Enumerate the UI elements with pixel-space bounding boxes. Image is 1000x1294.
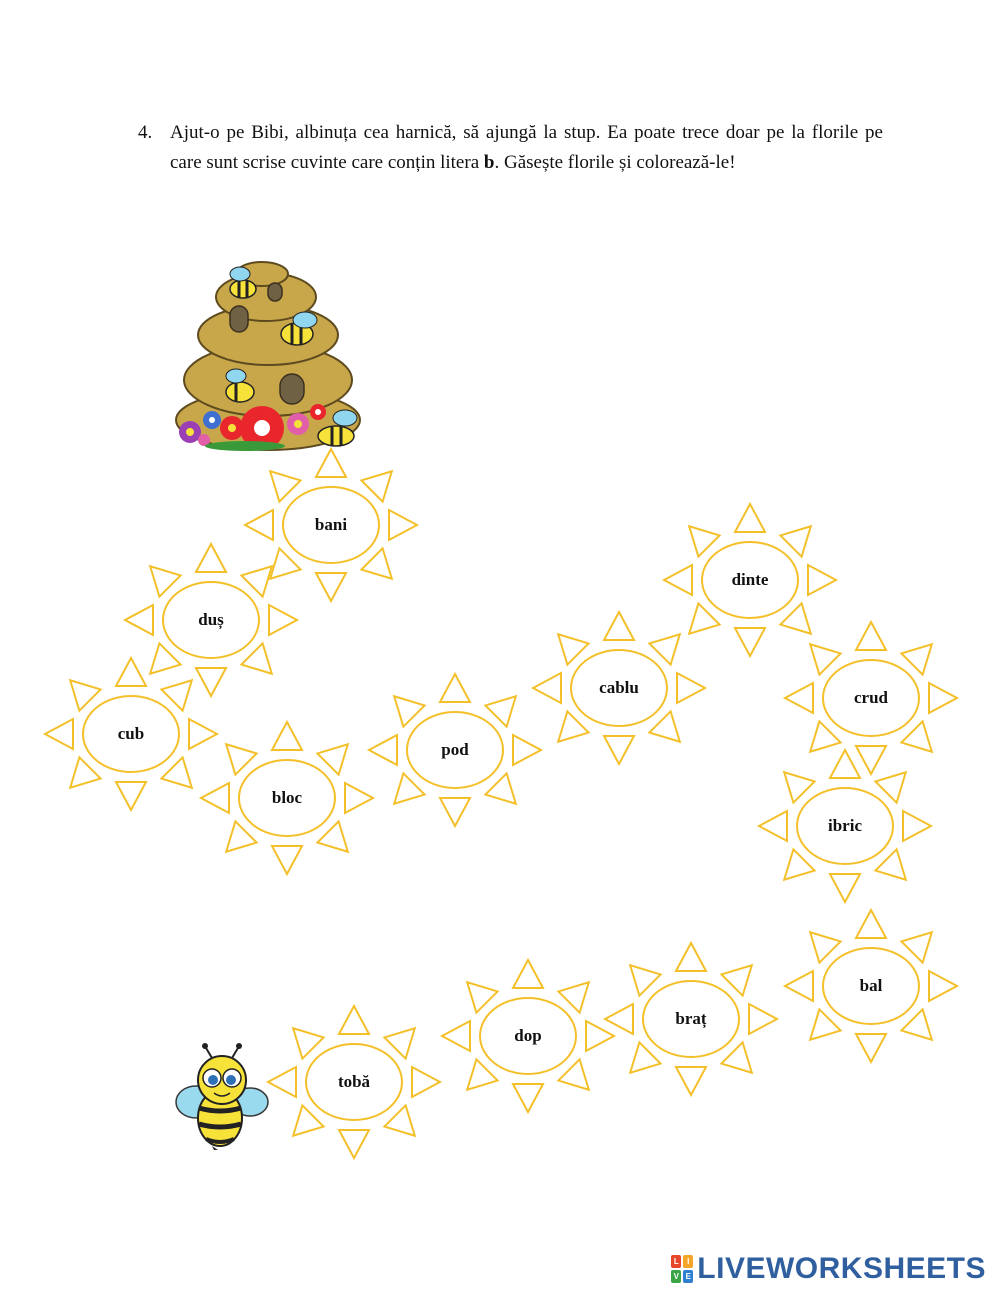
logo-mark-icon: [671, 1255, 693, 1283]
sun-ray: [735, 628, 765, 656]
sun-word: cub: [117, 724, 145, 743]
sun-flower-11[interactable]: [605, 943, 777, 1095]
sun-ray: [513, 960, 543, 988]
sun-ray: [735, 504, 765, 532]
sun-ray: [369, 735, 397, 765]
sun-ray: [586, 1021, 614, 1051]
sun-ray: [901, 644, 931, 674]
sun-ray: [759, 811, 787, 841]
sun-ray: [649, 634, 679, 664]
instruction-part-1: Ajut-o pe Bibi, albinuța cea harnică, să ajungă la stup. Ea poate trece doar pe la florile pe care sunt scrise cuvinte care conțin litera: [170, 122, 883, 173]
sun-ray: [116, 658, 146, 686]
sun-ray: [272, 722, 302, 750]
sun-word: bloc: [271, 788, 303, 807]
sun-ray: [384, 1105, 414, 1135]
sun-ray: [161, 757, 191, 787]
sun-ray: [780, 603, 810, 633]
logo-mark-l: L: [671, 1255, 681, 1268]
sun-ray: [270, 471, 300, 501]
instruction-letter: b: [483, 152, 495, 173]
sun-ray: [856, 746, 886, 774]
sun-ray: [317, 744, 347, 774]
sun-ray: [440, 674, 470, 702]
sun-ray: [749, 1004, 777, 1034]
sun-ray: [676, 1067, 706, 1095]
sun-ray: [339, 1006, 369, 1034]
sun-ray: [784, 772, 814, 802]
sun-ray: [201, 783, 229, 813]
sun-ray: [721, 965, 751, 995]
sun-word: bal: [859, 976, 883, 995]
sun-ray: [241, 566, 271, 596]
bee-character-image: [176, 1043, 268, 1150]
sun-ray: [245, 510, 273, 540]
sun-ray: [485, 773, 515, 803]
sun-ray: [361, 548, 391, 578]
sun-ray: [810, 721, 840, 751]
sun-ray: [339, 1130, 369, 1158]
exercise-number: 4.: [138, 122, 153, 143]
sun-ray: [533, 673, 561, 703]
sun-ray: [70, 680, 100, 710]
sun-ray: [689, 603, 719, 633]
sun-ray: [150, 643, 180, 673]
sun-word: bani: [314, 515, 348, 534]
sun-word: duș: [198, 610, 224, 629]
sun-ray: [196, 668, 226, 696]
sun-flower-8[interactable]: [785, 622, 957, 774]
sun-ray: [389, 510, 417, 540]
logo-mark-i: I: [683, 1255, 693, 1268]
logo-text: LIVEWORKSHEETS: [697, 1252, 986, 1285]
sun-ray: [269, 605, 297, 635]
instruction-part-2: . Găsește florile și colorează-le!: [494, 152, 736, 173]
sun-ray: [808, 565, 836, 595]
sun-flower-12[interactable]: [442, 960, 614, 1112]
sun-ray: [293, 1028, 323, 1058]
sun-word: braț: [675, 1009, 707, 1028]
sun-ray: [676, 943, 706, 971]
sun-ray: [810, 1009, 840, 1039]
beehive-image: [176, 262, 360, 451]
sun-flower-9[interactable]: [759, 750, 931, 902]
sun-ray: [664, 565, 692, 595]
sun-ray: [70, 757, 100, 787]
sun-flowers: [45, 449, 957, 1158]
sun-flower-2[interactable]: [125, 544, 297, 696]
sun-ray: [630, 1042, 660, 1072]
sun-ray: [45, 719, 73, 749]
sun-ray: [558, 711, 588, 741]
sun-ray: [929, 683, 957, 713]
sun-ray: [270, 548, 300, 578]
sun-ray: [161, 680, 191, 710]
sun-ray: [856, 622, 886, 650]
sun-ray: [513, 1084, 543, 1112]
sun-ray: [605, 1004, 633, 1034]
sun-ray: [394, 696, 424, 726]
sun-ray: [361, 471, 391, 501]
sun-ray: [485, 696, 515, 726]
sun-ray: [226, 821, 256, 851]
sun-ray: [875, 849, 905, 879]
sun-ray: [316, 573, 346, 601]
sun-ray: [929, 971, 957, 1001]
sun-flower-7[interactable]: [664, 504, 836, 656]
sun-ray: [317, 821, 347, 851]
sun-flower-13[interactable]: [268, 1006, 440, 1158]
sun-word: tobă: [337, 1072, 371, 1091]
sun-ray: [226, 744, 256, 774]
sun-ray: [875, 772, 905, 802]
sun-ray: [189, 719, 217, 749]
sun-ray: [558, 634, 588, 664]
sun-ray: [384, 1028, 414, 1058]
sun-ray: [125, 605, 153, 635]
sun-ray: [558, 982, 588, 1012]
logo-mark-e: E: [683, 1270, 693, 1283]
sun-ray: [856, 1034, 886, 1062]
sun-ray: [810, 932, 840, 962]
sun-ray: [467, 982, 497, 1012]
sun-ray: [241, 643, 271, 673]
sun-ray: [272, 846, 302, 874]
sun-ray: [558, 1059, 588, 1089]
sun-ray: [784, 849, 814, 879]
sun-ray: [721, 1042, 751, 1072]
sun-ray: [116, 782, 146, 810]
sun-flower-10[interactable]: [785, 910, 957, 1062]
sun-word: pod: [441, 740, 469, 759]
sun-flower-5[interactable]: [369, 674, 541, 826]
sun-ray: [268, 1067, 296, 1097]
sun-word: dop: [514, 1026, 542, 1045]
sun-ray: [293, 1105, 323, 1135]
sun-ray: [630, 965, 660, 995]
sun-flower-1[interactable]: [245, 449, 417, 601]
sun-ray: [604, 736, 634, 764]
sun-ray: [901, 721, 931, 751]
sun-ray: [467, 1059, 497, 1089]
sun-ray: [196, 544, 226, 572]
sun-ray: [689, 526, 719, 556]
sun-ray: [903, 811, 931, 841]
sun-ray: [677, 673, 705, 703]
sun-word: crud: [854, 688, 888, 707]
sun-flower-4[interactable]: [201, 722, 373, 874]
sun-ray: [830, 750, 860, 778]
sun-flower-3[interactable]: [45, 658, 217, 810]
sun-word: ibric: [828, 816, 862, 835]
sun-word: dinte: [731, 570, 769, 589]
sun-ray: [901, 932, 931, 962]
sun-ray: [785, 971, 813, 1001]
sun-ray: [856, 910, 886, 938]
sun-ray: [316, 449, 346, 477]
sun-ray: [412, 1067, 440, 1097]
sun-ray: [649, 711, 679, 741]
sun-ray: [830, 874, 860, 902]
sun-word: cablu: [599, 678, 639, 697]
sun-ray: [780, 526, 810, 556]
sun-ray: [440, 798, 470, 826]
sun-ray: [150, 566, 180, 596]
sun-ray: [604, 612, 634, 640]
sun-ray: [901, 1009, 931, 1039]
sun-ray: [394, 773, 424, 803]
sun-ray: [785, 683, 813, 713]
sun-ray: [513, 735, 541, 765]
sun-ray: [345, 783, 373, 813]
logo-mark-v: V: [671, 1270, 681, 1283]
sun-flower-6[interactable]: [533, 612, 705, 764]
sun-ray: [810, 644, 840, 674]
sun-ray: [442, 1021, 470, 1051]
liveworksheets-logo[interactable]: [671, 1252, 986, 1286]
